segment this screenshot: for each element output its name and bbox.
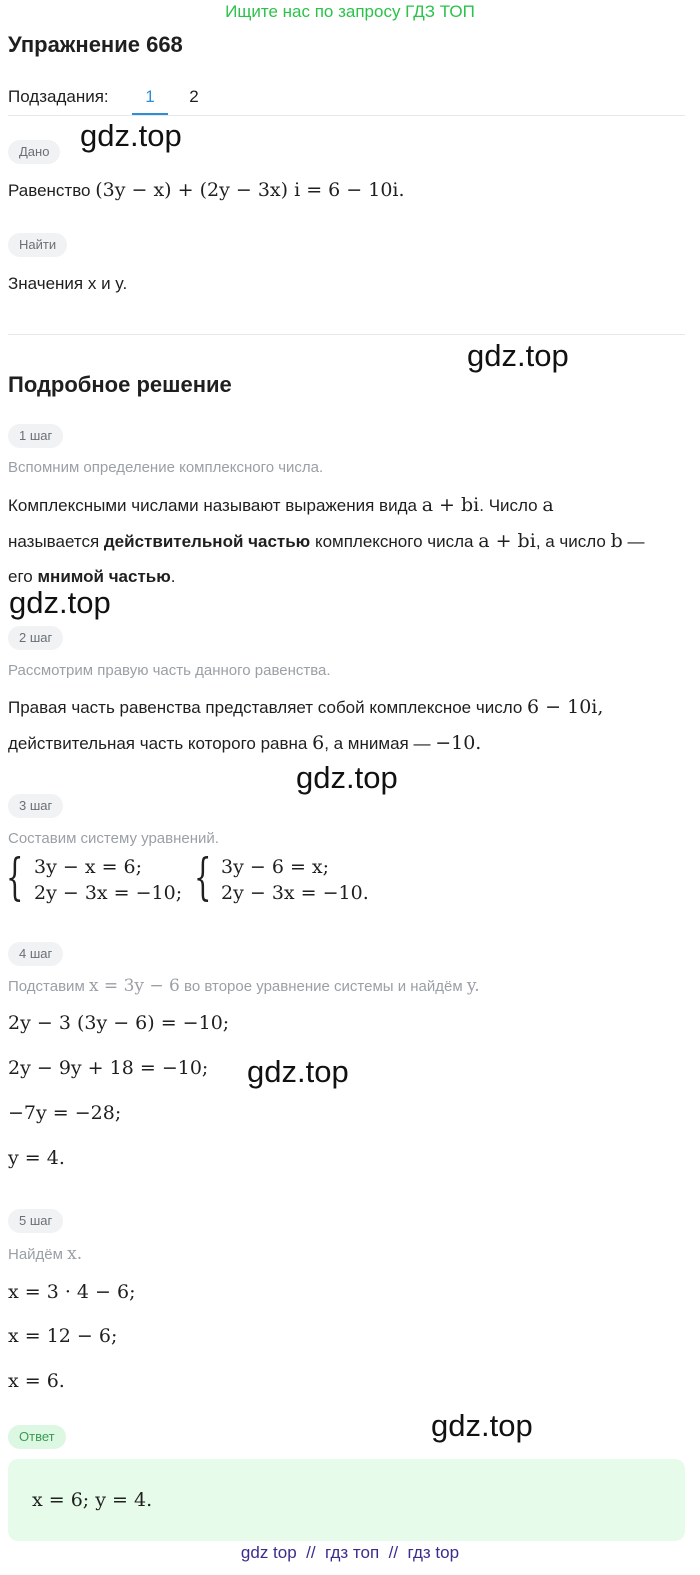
find-text: Значения x и y. [8,274,128,293]
watermark: gdz.top [80,118,182,153]
system-brace: { [194,848,212,906]
footer-link-gdz-top-mixed[interactable]: гдз top [407,1543,460,1562]
step-3-badge: 3 шаг [8,794,63,818]
section-divider [8,334,685,335]
step-2-badge: 2 шаг [8,626,63,650]
given-equation: (3y − x) + (2y − 3x) i = 6 − 10i. [95,179,405,201]
find-badge: Найти [8,233,67,257]
watermark: gdz.top [467,338,569,373]
step-2-line-2: действительная часть которого равна 6, а мнимая — −10. [8,732,482,754]
footer-separator: // [388,1543,399,1562]
solution-title: Подробное решение [8,372,232,397]
step-1-line-2: называется действительной частью комплексного числа a + bi, а число b — [8,530,645,552]
step-4-line-2: 2y − 9y + 18 = −10; [8,1057,209,1079]
step-4-hint: Подставим x = 3y − 6 во второе уравнение системы и найдём y. [8,976,480,996]
step-5-badge: 5 шаг [8,1209,63,1233]
equation-system-2: { 3y − 6 = x; 2y − 3x = −10. [194,848,369,906]
step-4-line-4: y = 4. [8,1147,65,1169]
step-2-hint: Рассмотрим правую часть данного равенства. [8,662,331,679]
step-5-line-3: x = 6. [8,1370,65,1392]
step-5-line-1: x = 3 · 4 − 6; [8,1281,136,1303]
watermark: gdz.top [247,1054,349,1089]
step-4-line-3: −7y = −28; [8,1102,122,1124]
top-banner: Ищите нас по запросу ГДЗ ТОП [225,2,475,21]
step-5-line-2: x = 12 − 6; [8,1325,118,1347]
step-3-hint: Составим систему уравнений. [8,830,219,847]
tabs-divider [8,115,685,116]
step-4-badge: 4 шаг [8,942,63,966]
step-1-badge: 1 шаг [8,424,63,448]
step-1-line-3: его мнимой частью. [8,567,176,586]
footer-separator: // [306,1543,316,1562]
step-4-line-1: 2y − 3 (3y − 6) = −10; [8,1012,230,1034]
watermark: gdz.top [296,760,398,795]
footer-link-gdz-top[interactable]: gdz top [240,1543,297,1562]
step-1-line-1: Комплексными числами называют выражения вида a + bi. Число a [8,494,554,516]
footer-link-gdz-top-ru[interactable]: гдз топ [325,1543,380,1562]
answer-box [8,1459,685,1541]
step-1-hint: Вспомним определение комплексного числа. [8,459,324,476]
given-text: Равенство (3y − x) + (2y − 3x) i = 6 − 10i. [8,179,405,201]
subtasks-label: Подзадания: [8,87,109,106]
tab-subtask-2[interactable]: 2 [189,87,199,106]
footer-links [0,1543,700,1563]
tab-subtask-1[interactable]: 1 [145,87,155,106]
page-title: Упражнение 668 [8,32,183,57]
watermark: gdz.top [9,585,111,620]
equation-system-1: { 3y − x = 6; 2y − 3x = −10; [6,848,183,906]
answer-text: x = 6; y = 4. [32,1489,153,1511]
answer-badge: Ответ [8,1425,66,1449]
step-5-hint: Найдём x. [8,1244,83,1264]
system-brace: { [6,848,24,906]
watermark: gdz.top [431,1408,533,1443]
step-2-line-1: Правая часть равенства представляет собой комплексное число 6 − 10i, [8,696,604,718]
given-badge: Дано [8,140,60,164]
